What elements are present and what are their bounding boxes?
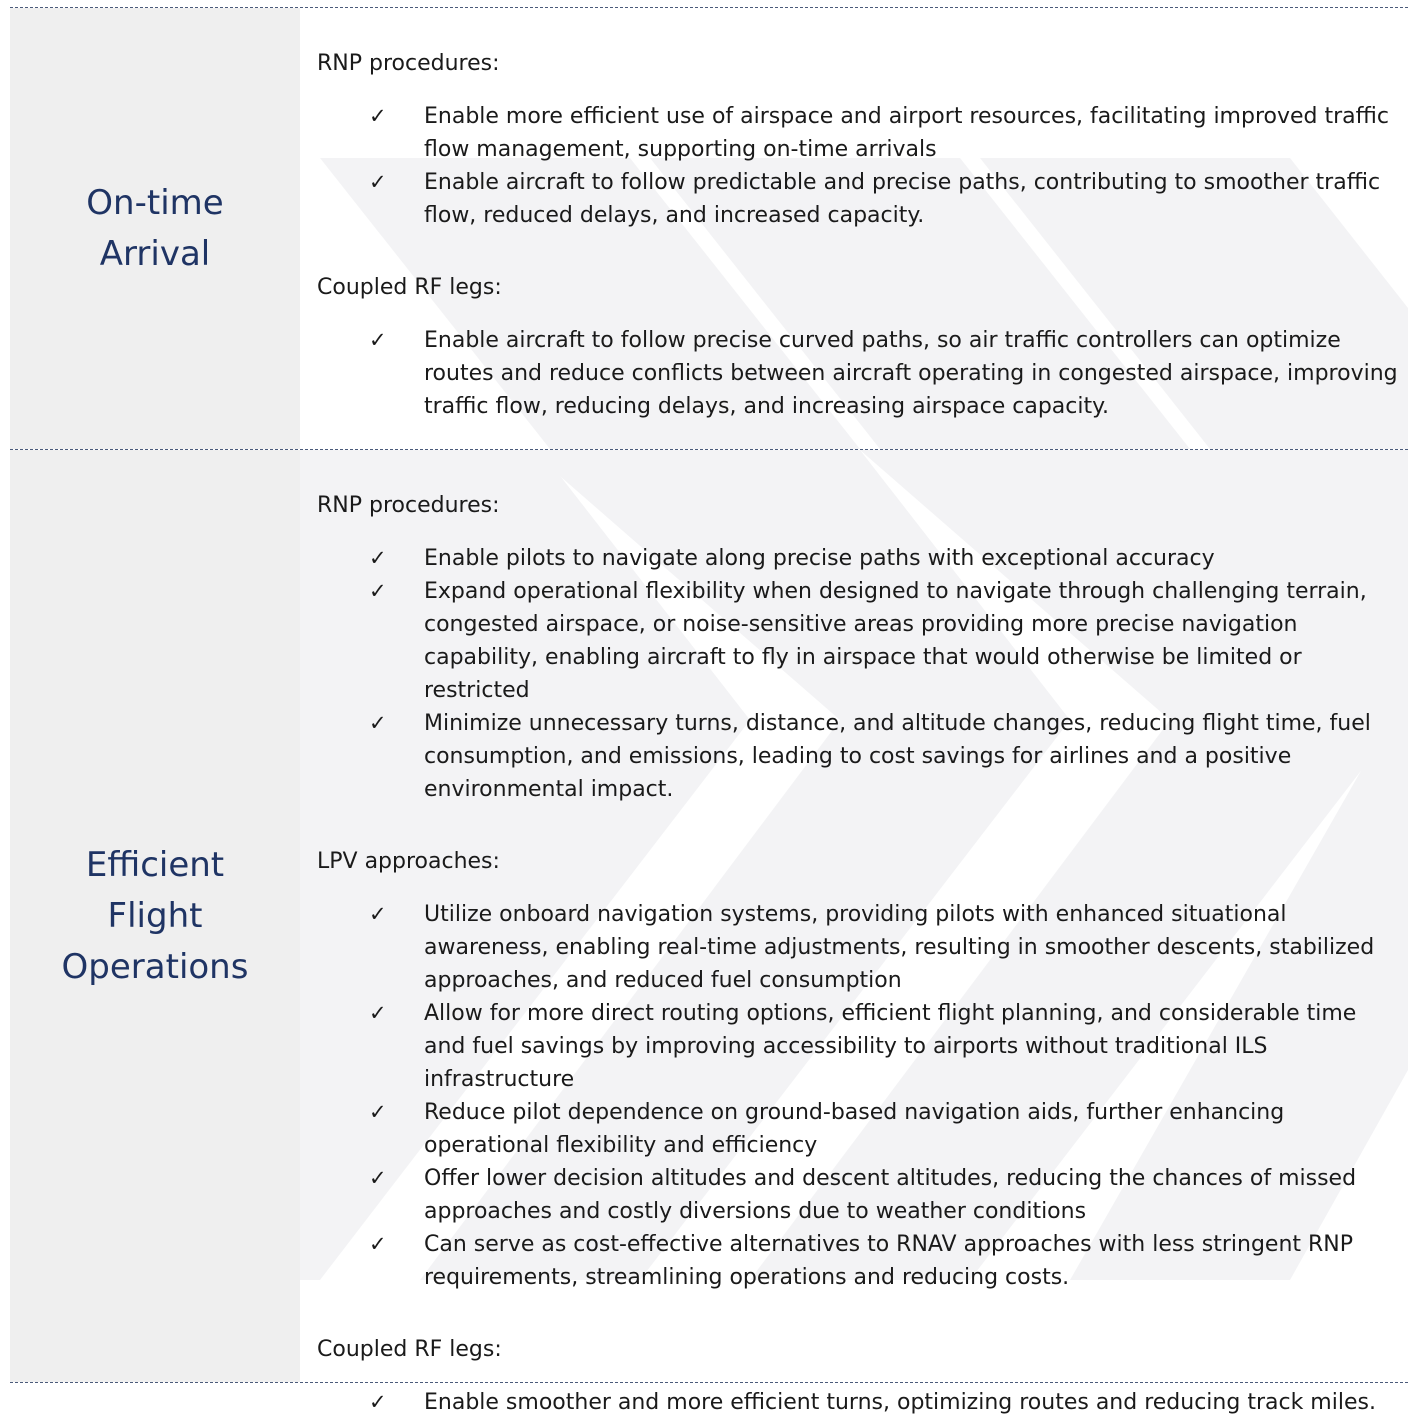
section-heading: Coupled RF legs: [317,1337,502,1362]
section-heading: LPV approaches: [317,849,500,874]
list-item [317,1386,1408,1419]
list-item [317,575,1408,707]
check-list [317,100,1408,232]
list-item-text: Enable smoother and more efficient turns, optimizing routes and reducing track miles. [424,1390,1376,1415]
checkmark-icon: ✓ [369,328,387,352]
list-item [317,707,1408,806]
checkmark-icon: ✓ [369,104,387,128]
row-label-line: Flight [107,895,203,936]
list-item-text: Reduce pilot dependence on ground-based navigation aids, further enhancing operational flexibility and efficiency [424,1100,1285,1158]
check-list [317,542,1408,806]
checkmark-icon: ✓ [369,1390,387,1414]
list-item [317,1162,1408,1228]
list-item-text: Allow for more direct routing options, efficient flight planning, and considerable time and fuel savings by improving accessibility to airports without traditional ILS infrastructure [424,1001,1357,1092]
list-item-text: Minimize unnecessary turns, distance, and altitude changes, reducing flight time, fuel consumption, and emissions, leading to cost savings for airlines and a positive environmental impact. [424,711,1371,802]
row-label [35,840,275,993]
section-heading: RNP procedures: [317,493,500,518]
row-label-line: On-time [86,182,224,223]
list-item [317,1096,1408,1162]
row-content-cell [300,8,1408,449]
row-label-cell [10,450,300,1382]
list-item [317,166,1408,232]
list-item [317,997,1408,1096]
checkmark-icon: ✓ [369,546,387,570]
checkmark-icon: ✓ [369,1001,387,1025]
checkmark-icon: ✓ [369,1100,387,1124]
list-item [317,898,1408,997]
checkmark-icon: ✓ [369,170,387,194]
list-item-text: Expand operational flexibility when designed to navigate through challenging terrain, congested airspace, or noise-sensitive areas providing more precise navigation capability, enabling aircraft to fly in airspace that would otherwise be limited or restricted [424,579,1367,703]
list-item-text: Enable more efficient use of airspace and airport resources, facilitating improved traffic flow management, supporting on-time arrivals [424,104,1390,162]
section-heading: RNP procedures: [317,51,500,76]
row-label [35,178,275,280]
row-content-cell [300,450,1408,1415]
checkmark-icon: ✓ [369,1166,387,1190]
list-item-text: Utilize onboard navigation systems, providing pilots with enhanced situational awareness, enabling real-time adjustments, resulting in smoother descents, stabilized approaches, and reduced fuel consumption [424,902,1375,993]
row-label-line: Arrival [99,233,211,274]
checkmark-icon: ✓ [369,1232,387,1256]
checkmark-icon: ✓ [369,711,387,735]
row-efficient-flight-operations [10,449,1408,1415]
row-on-time-arrival [10,7,1408,449]
row-content [300,8,1408,423]
list-item [317,324,1408,423]
row-label-line: Efficient [85,844,225,885]
list-item [317,1228,1408,1294]
check-list [317,1386,1408,1419]
check-list [317,898,1408,1294]
row-content [300,450,1408,1419]
list-item-text: Enable aircraft to follow predictable and precise paths, contributing to smoother traffic flow, reduced delays, and increased capacity. [424,170,1381,228]
list-item-text: Offer lower decision altitudes and descent altitudes, reducing the chances of missed approaches and costly diversions due to weather conditions [424,1166,1357,1224]
list-item-text: Can serve as cost-effective alternatives to RNAV approaches with less stringent RNP requirements, streamlining operations and reducing costs. [424,1232,1354,1290]
list-item [317,100,1408,166]
row-label-cell [10,8,300,449]
check-list [317,324,1408,423]
checkmark-icon: ✓ [369,902,387,926]
checkmark-icon: ✓ [369,579,387,603]
benefits-table [10,7,1408,1415]
row-label-line: Operations [61,946,249,987]
list-item-text: Enable pilots to navigate along precise paths with exceptional accuracy [424,546,1215,571]
section-heading: Coupled RF legs: [317,275,502,300]
list-item-text: Enable aircraft to follow precise curved paths, so air traffic controllers can optimize routes and reduce conflicts between aircraft operating in congested airspace, improving traffic flow, reducing delays, and increasing airspace capacity. [424,328,1398,419]
list-item [317,542,1408,575]
